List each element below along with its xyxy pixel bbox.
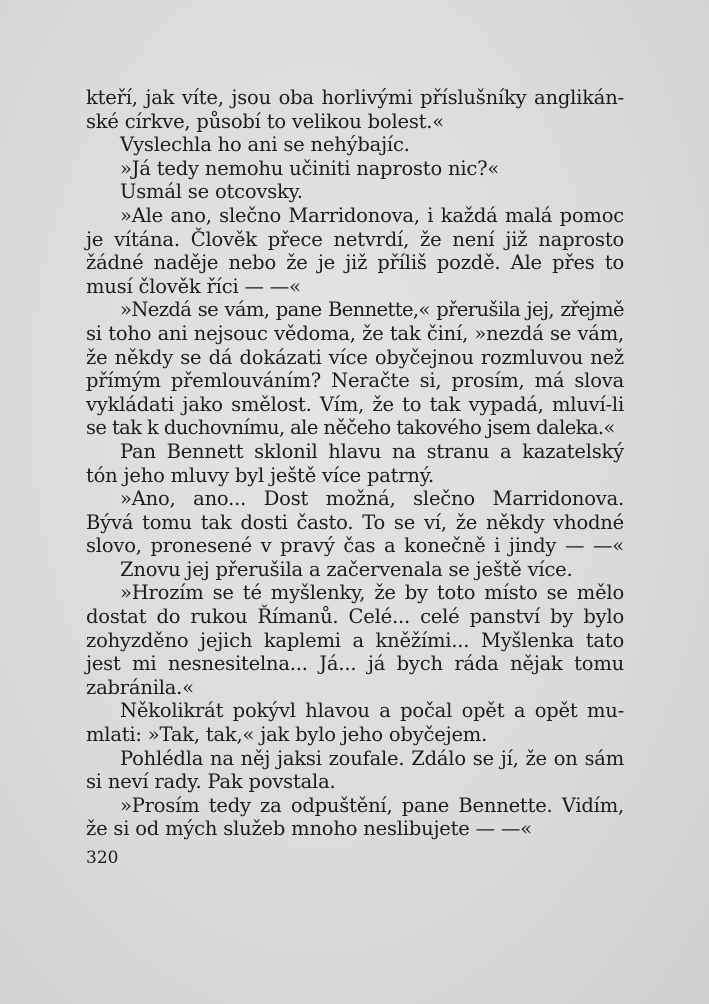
text-line: tón jeho mluvy byl ještě více patrný. (86, 463, 434, 487)
text-line: Bývá tomu tak dosti často. To se ví, že někdy vhodné (86, 510, 624, 534)
text-line: zohyzděno jejich kaplemi a kněžími... Myšlenka tato (86, 628, 624, 652)
text-line: jest mi nesnesitelna... Já... já bych ráda nějak tomu (86, 652, 624, 676)
text-line: »Ano, ano... Dost možná, slečno Marridonova. (120, 487, 624, 511)
text-line: »Ale ano, slečno Marridonova, i každá malá pomoc (120, 203, 624, 227)
text-line: Vyslechla ho ani se nehýbajíc. (120, 133, 410, 157)
text-line: Pohlédla na něj jaksi zoufale. Zdálo se jí, že on sám (120, 746, 624, 770)
text-line: slovo, pronesené v pravý čas a konečně i jindy — —« (86, 534, 624, 558)
text-line: je vítána. Člověk přece netvrdí, že není již naprosto (86, 227, 624, 251)
text-line: si toho ani nejsouc vědoma, že tak činí, »nezdá se vám, (86, 321, 624, 345)
page-number: 320 (86, 848, 119, 868)
text-line: »Hrozím se té myšlenky, že by toto místo se mělo (120, 581, 624, 605)
text-line: dostat do rukou Římanů. Celé... celé panství by bylo (86, 605, 624, 629)
text-line: si neví rady. Pak povstala. (86, 770, 336, 794)
text-line: přímým přemlouváním? Neračte si, prosím, má slova (86, 369, 624, 393)
text-line: že si od mých služeb mnoho neslibujete — —« (86, 817, 532, 841)
text-line: Pan Bennett sklonil hlavu na stranu a kazatelský (120, 439, 624, 463)
text-line: »Já tedy nemohu učiniti naprosto nic?« (120, 156, 500, 180)
text-line: »Nezdá se vám, pane Bennette,« přerušila jej, zřejmě (120, 298, 624, 322)
text-line: zabránila.« (86, 675, 194, 699)
text-line: »Prosím tedy za odpuštění, pane Bennette. Vidím, (120, 793, 624, 817)
text-line: kteří, jak víte, jsou oba horlivými příslušníky anglikán- (86, 86, 624, 109)
body-text (86, 86, 624, 841)
text-line: vykládati jako smělost. Vím, že to tak vypadá, mluví-li (86, 392, 624, 416)
text-line: ské církve, působí to velikou bolest.« (86, 109, 445, 133)
text-line: že někdy se dá dokázati více obyčejnou rozmluvou než (86, 345, 624, 369)
text-line: Znovu jej přerušila a začervenala se ještě více. (120, 557, 573, 581)
text-line: musí člověk říci — —« (86, 274, 301, 298)
text-line: Několikrát pokývl hlavou a počal opět a opět mu- (120, 699, 624, 723)
text-line: Usmál se otcovsky. (120, 180, 303, 204)
text-line: žádné naděje nebo že je již příliš pozdě. Ale přes to (86, 251, 624, 275)
text-line: se tak k duchovnímu, ale něčeho takového jsem daleka.« (86, 416, 615, 440)
text-line: mlati: »Tak, tak,« jak bylo jeho obyčejem. (86, 723, 488, 747)
